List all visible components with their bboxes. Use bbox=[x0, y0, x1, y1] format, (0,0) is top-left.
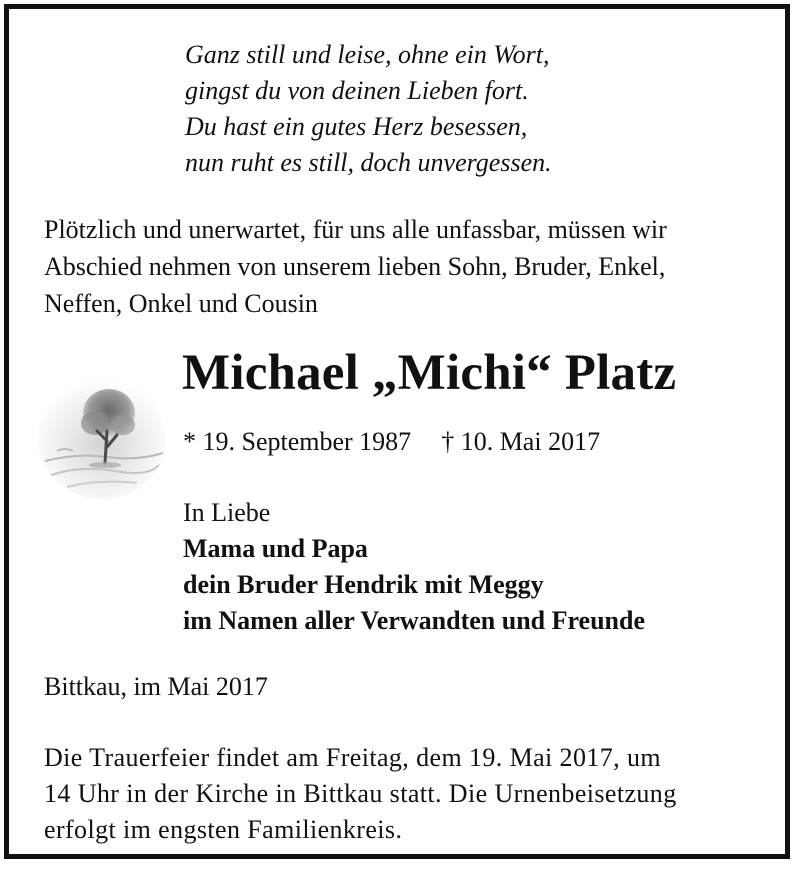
poem-line: gingst du von deinen Lieben fort. bbox=[185, 76, 529, 105]
deceased-name: Michael „Michi“ Platz bbox=[182, 345, 677, 401]
tree-landscape-icon bbox=[37, 361, 167, 501]
announcement-line: Plötzlich und unerwartet, für uns alle unfassbar, müssen wir bbox=[44, 215, 667, 244]
poem-line: Du hast ein gutes Herz besessen, bbox=[185, 112, 528, 141]
mourner-line: dein Bruder Hendrik mit Meggy bbox=[183, 570, 544, 599]
announcement-text bbox=[44, 211, 774, 322]
funeral-line: erfolgt im engsten Familienkreis. bbox=[44, 815, 403, 844]
obituary-frame bbox=[4, 4, 790, 859]
signature-lead: In Liebe bbox=[183, 498, 271, 527]
funeral-details bbox=[44, 740, 779, 848]
death-date: † 10. Mai 2017 bbox=[441, 427, 601, 456]
memorial-poem bbox=[185, 37, 552, 181]
poem-line: nun ruht es still, doch unvergessen. bbox=[185, 148, 552, 177]
funeral-line: Die Trauerfeier findet am Freitag, dem 19. Mai 2017, um bbox=[44, 743, 661, 772]
birth-date: * 19. September 1987 bbox=[183, 427, 412, 456]
life-dates bbox=[183, 425, 600, 459]
mourners-signature bbox=[183, 495, 645, 639]
announcement-line: Neffen, Onkel und Cousin bbox=[44, 289, 318, 318]
mourner-line: Mama und Papa bbox=[183, 534, 368, 563]
mourner-line: im Namen aller Verwandten und Freunde bbox=[183, 606, 646, 635]
poem-line: Ganz still und leise, ohne ein Wort, bbox=[185, 40, 550, 69]
announcement-line: Abschied nehmen von unserem lieben Sohn, Bruder, Enkel, bbox=[44, 252, 666, 281]
place-date: Bittkau, im Mai 2017 bbox=[44, 672, 268, 701]
funeral-line: 14 Uhr in der Kirche in Bittkau statt. Die Urnenbeisetzung bbox=[44, 779, 677, 808]
